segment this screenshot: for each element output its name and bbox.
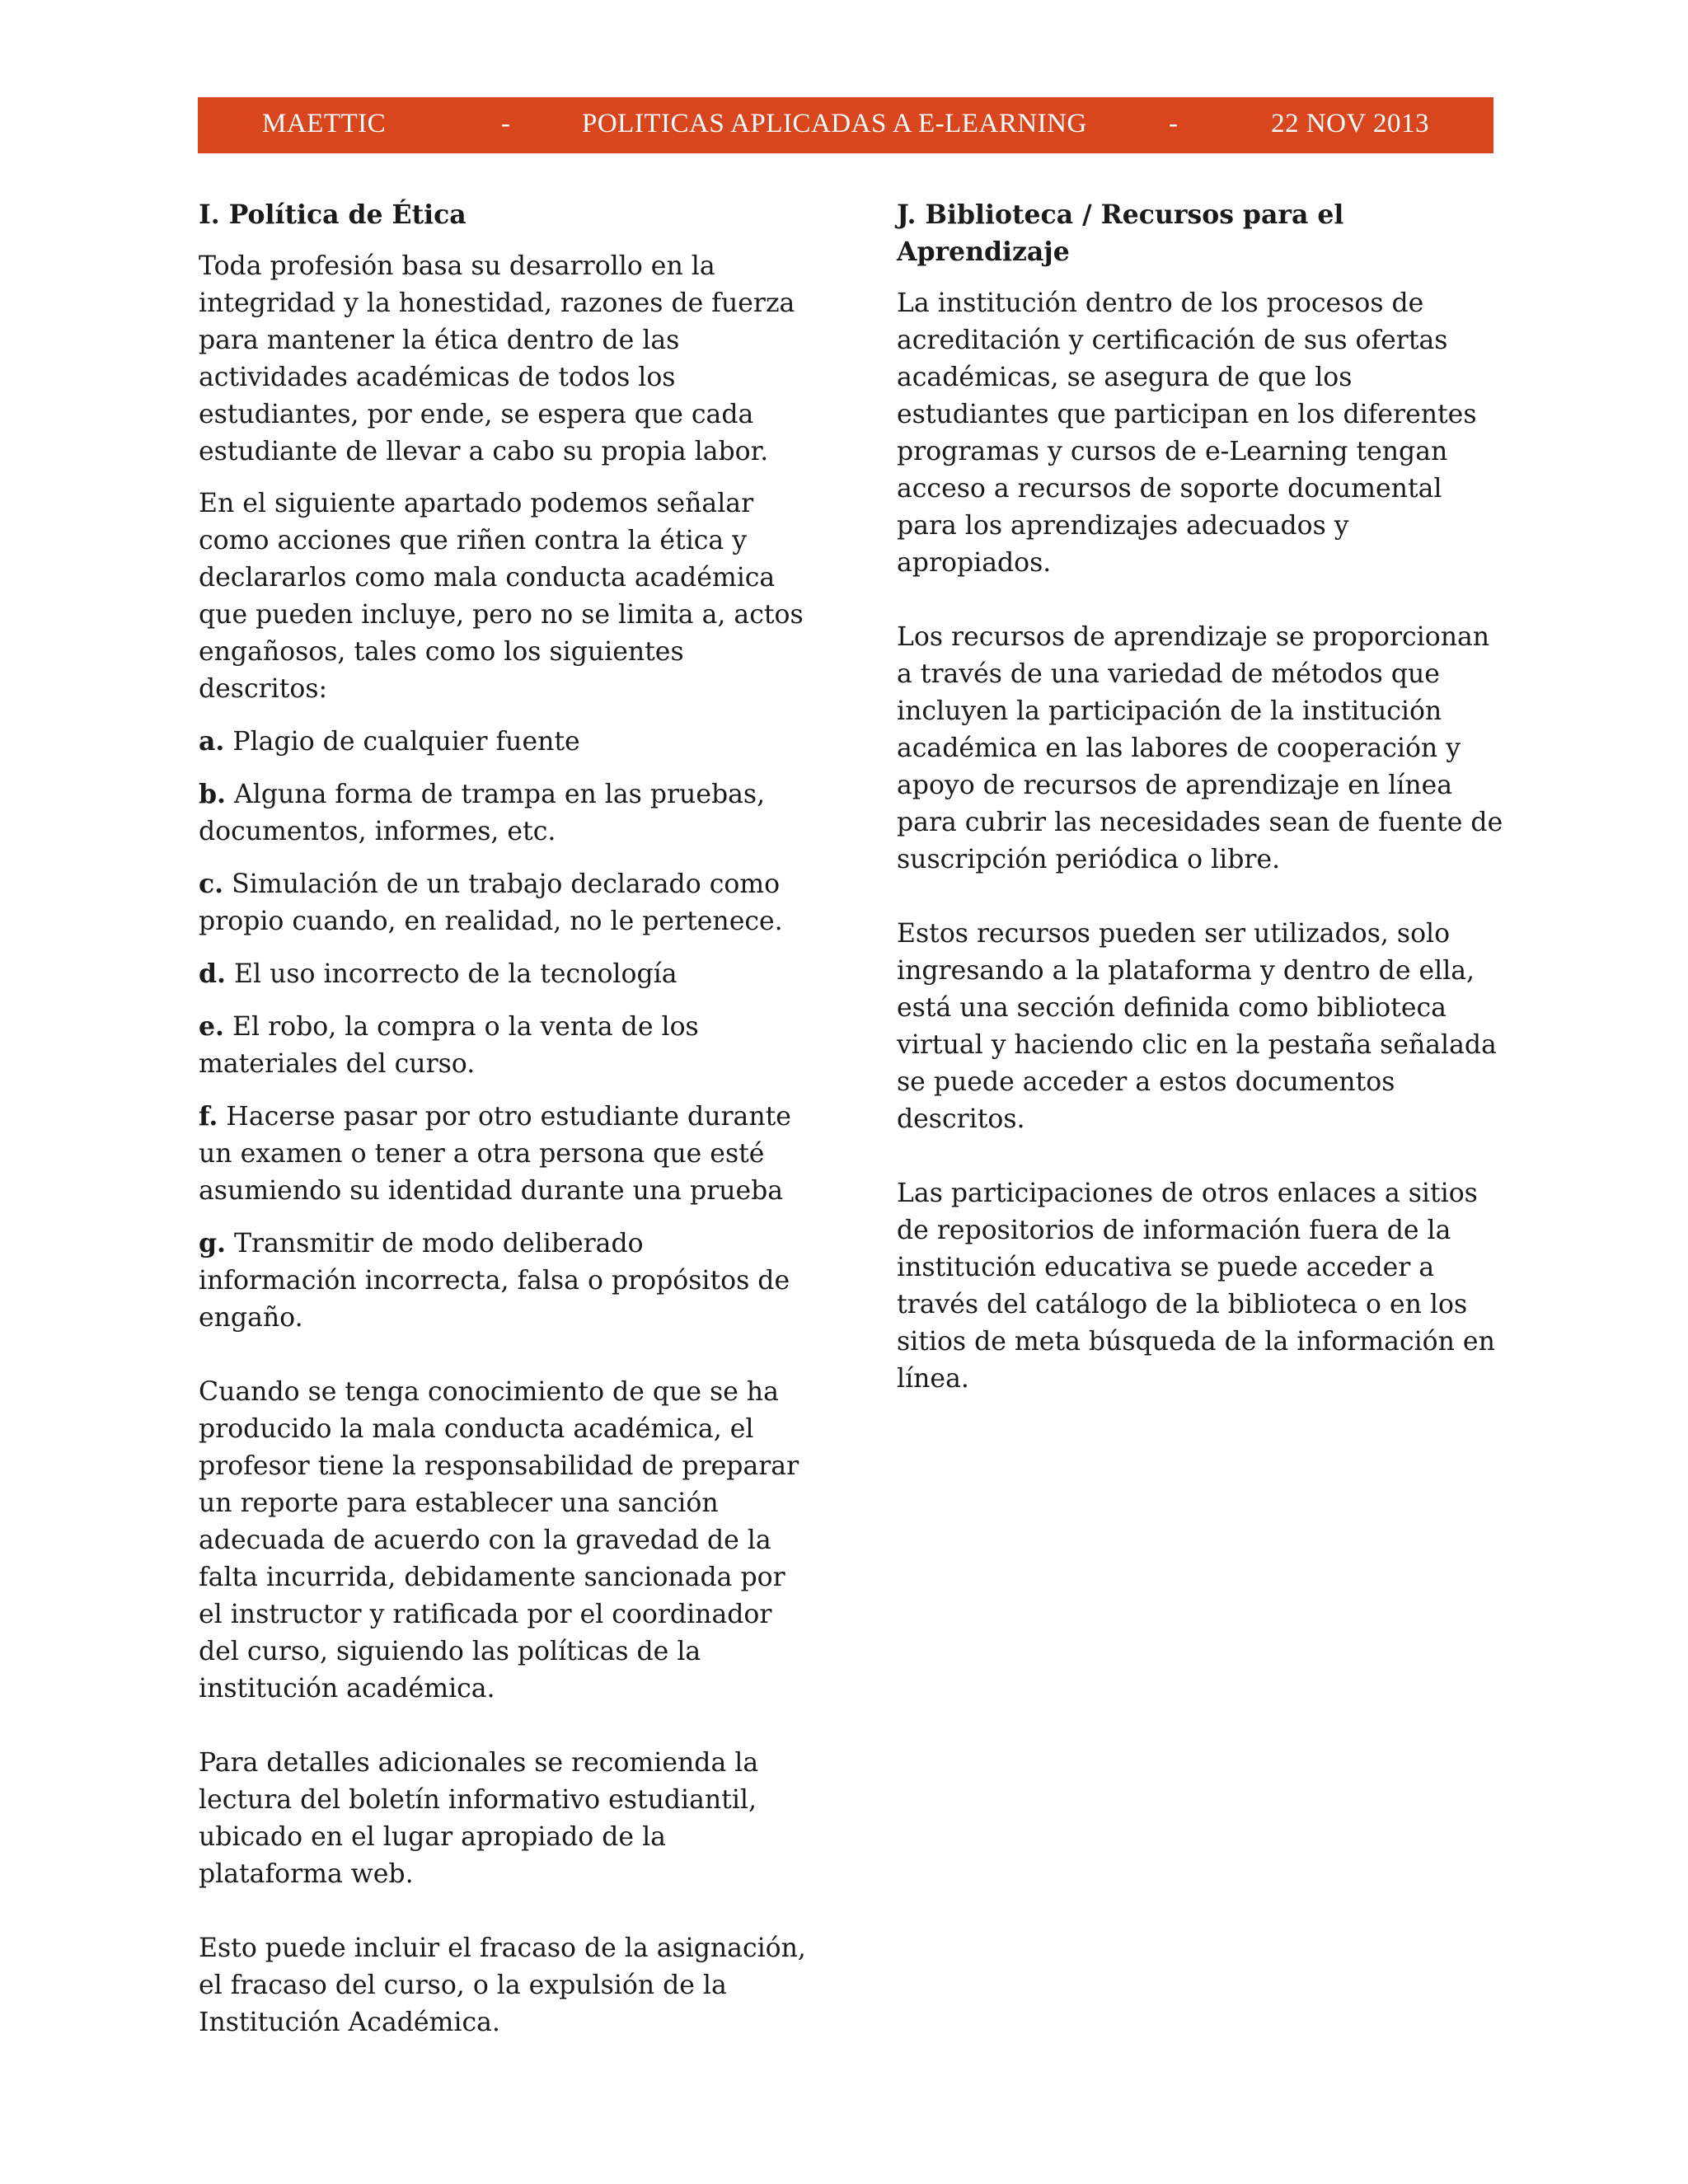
list-item-text: Hacerse pasar por otro estudiante durante un examen o tener a otra persona que esté asumiendo su identidad durante una prueba — [199, 1102, 791, 1206]
section-title-biblioteca: J. Biblioteca / Recursos para el Aprendizaje — [897, 199, 1344, 267]
left-column — [199, 196, 809, 2056]
list-item-text: El robo, la compra o la venta de los materiales del curso. — [199, 1012, 699, 1079]
list-item-text: El uso incorrecto de la tecnología — [234, 959, 678, 989]
paragraph: Toda profesión basa su desarrollo en la integridad y la honestidad, razones de fuerza para mantener la ética dentro de las actividades académicas de todos los estudiantes, por ende, se espera que cada estudiante de llevar a cabo su propia labor. — [199, 251, 795, 466]
list-item-letter: e. — [199, 1011, 225, 1042]
header-separator: - — [1169, 109, 1179, 138]
header-date: 22 NOV 2013 — [1271, 109, 1429, 138]
list-item-text: Plagio de cualquier fuente — [232, 727, 580, 757]
paragraph: En el siguiente apartado podemos señalar como acciones que riñen contra la ética y declararlos como mala conducta académica que pueden incluye, pero no se limita a, actos engañosos, tales como los siguientes descritos: — [199, 489, 804, 704]
list-item — [199, 955, 809, 993]
paragraph: Para detalles adicionales se recomienda la lectura del boletín informativo estudiantil, ubicado en el lugar apropiado de la plataforma web. — [199, 1748, 759, 1889]
section-title-etica: I. Política de Ética — [199, 199, 467, 230]
list-item — [199, 1225, 809, 1337]
list-item-text: Transmitir de modo deliberado información incorrecta, falsa o propósitos de engaño. — [199, 1229, 790, 1333]
list-item-text: Simulación de un trabajo declarado como propio cuando, en realidad, no le pertenece. — [199, 869, 783, 936]
list-item-letter: f. — [199, 1101, 218, 1132]
list-item-letter: g. — [199, 1228, 226, 1258]
list-item — [199, 723, 809, 761]
right-column — [897, 196, 1507, 1413]
list-item — [199, 865, 809, 940]
list-item-letter: a. — [199, 726, 225, 757]
list-item — [199, 1008, 809, 1083]
list-item — [199, 1098, 809, 1210]
header-course-name: MAETTIC — [262, 109, 387, 138]
list-item — [199, 776, 809, 851]
list-item-letter: d. — [199, 958, 226, 989]
paragraph: Los recursos de aprendizaje se proporcionan a través de una variedad de métodos que incluyen la participación de la institución académica en las labores de cooperación y apoyo de recursos de aprendizaje en línea para cubrir las necesidades sean de fuente de suscripción periódica o libre. — [897, 622, 1503, 874]
paragraph: Esto puede incluir el fracaso de la asignación, el fracaso del curso, o la expulsión de la Institución Académica. — [199, 1933, 806, 2037]
paragraph: Las participaciones de otros enlaces a sitios de repositorios de información fuera de la institución educativa se puede acceder a través del catálogo de la biblioteca o en los sitios de meta búsqueda de la información en línea. — [897, 1179, 1495, 1394]
header-separator: - — [501, 109, 511, 138]
page-header-band — [198, 97, 1493, 153]
paragraph: Cuando se tenga conocimiento de que se ha producido la mala conducta académica, el profesor tiene la responsabilidad de preparar un reporte para establecer una sanción adecuada de acuerdo con la gravedad de la falta incurrida, debidamente sancionada por el instructor y ratificada por el coordinador del curso, siguiendo las políticas de la institución académica. — [199, 1377, 799, 1704]
list-item-text: Alguna forma de trampa en las pruebas, documentos, informes, etc. — [199, 780, 766, 846]
list-item-letter: c. — [199, 869, 224, 899]
header-document-title: POLITICAS APLICADAS A E-LEARNING — [582, 109, 1087, 138]
paragraph: La institución dentro de los procesos de acreditación y certificación de sus ofertas académicas, se asegura de que los estudiantes que participan en los diferentes programas y cursos de e-Learning tengan acceso a recursos de soporte documental para los aprendizajes adecuados y apropiados. — [897, 288, 1477, 578]
paragraph: Estos recursos pueden ser utilizados, solo ingresando a la plataforma y dentro de ella, está una sección definida como biblioteca virtual y haciendo clic en la pestaña señalada se puede acceder a estos documentos descritos. — [897, 919, 1497, 1134]
list-item-letter: b. — [199, 779, 226, 809]
